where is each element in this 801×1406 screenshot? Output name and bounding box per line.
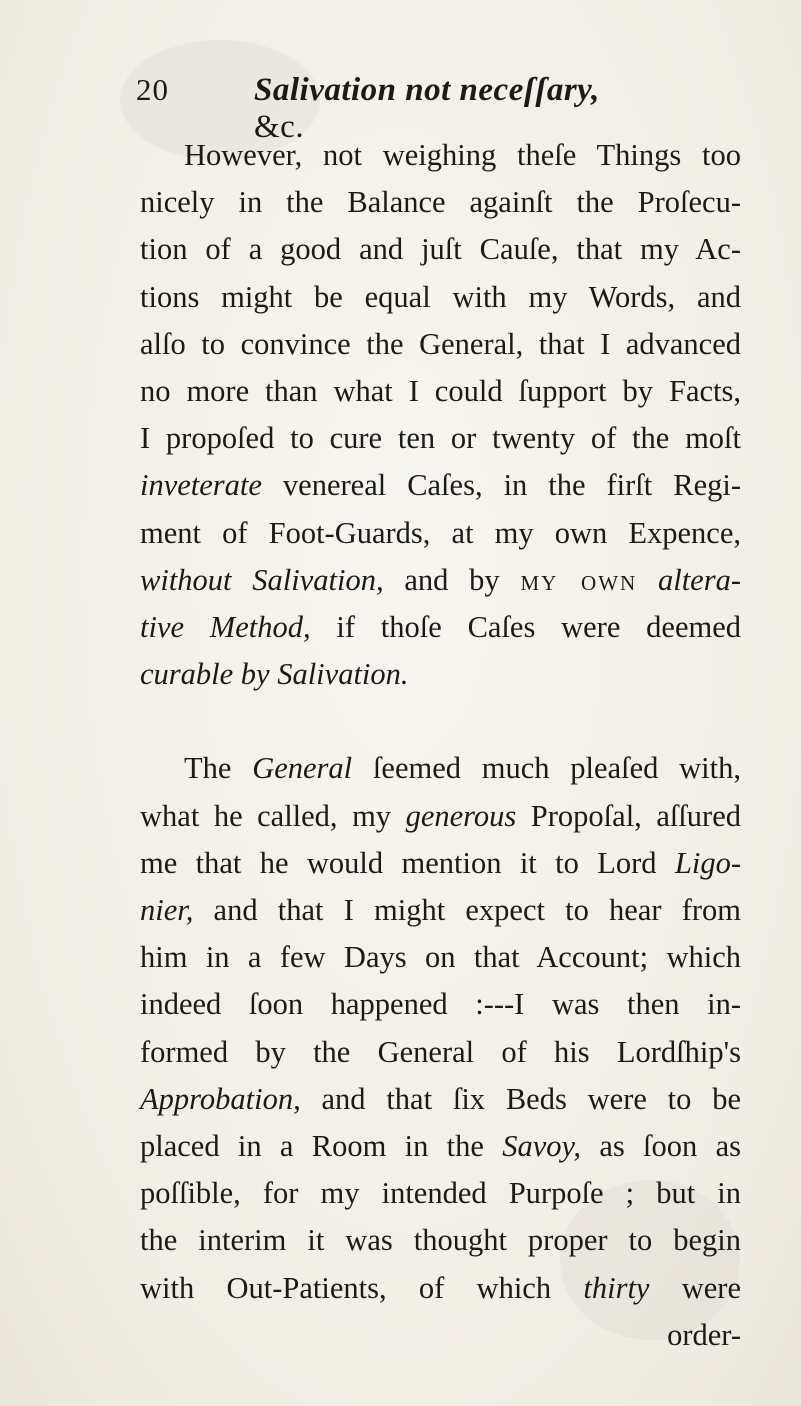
- text-line: alſo to convince the General, that I advanced: [140, 326, 741, 361]
- text-line: poſſible, for my intended Purpoſe ; but in: [140, 1176, 741, 1211]
- paragraph-2: [140, 745, 741, 1359]
- text-line: placed in a Room in the Savoy, as ſoon as: [140, 1129, 741, 1164]
- text-line: the interim it was thought proper to begin: [140, 1223, 741, 1258]
- text-line: inveterate venereal Caſes, in the firſt Regi-: [140, 468, 741, 503]
- text-line: me that he would mention it to Lord Ligo-: [140, 845, 741, 880]
- paragraph-1: [140, 132, 741, 698]
- text-line: him in a few Days on that Account; which: [140, 940, 741, 975]
- text-line: However, not weighing theſe Things too: [184, 138, 741, 172]
- text-line: without Salivation, and by my own altera-: [140, 562, 741, 597]
- text-line: indeed ſoon happened :---I was then in-: [140, 987, 741, 1022]
- catchword: order-: [667, 1317, 741, 1352]
- text-line: tions might be equal with my Words, and: [140, 279, 741, 314]
- text-line: formed by the General of his Lordſhip's: [140, 1034, 741, 1069]
- text-line: nier, and that I might expect to hear from: [140, 893, 741, 928]
- text-line: no more than what I could ſupport by Facts,: [140, 374, 741, 409]
- text-line: ment of Foot-Guards, at my own Expence,: [140, 515, 741, 550]
- text-line: Approbation, and that ſix Beds were to be: [140, 1081, 741, 1116]
- text-line: what he called, my generous Propoſal, aſſured: [140, 798, 741, 833]
- text-line: nicely in the Balance againſt the Proſecu-: [140, 185, 741, 220]
- text-line: curable by Salivation.: [140, 657, 409, 692]
- text-line: tion of a good and juſt Cauſe, that my Ac-: [140, 232, 741, 267]
- running-title-text: Salivation not neceſſary,: [254, 72, 600, 108]
- page-number: 20: [136, 72, 169, 107]
- running-title-etc: &c.: [254, 109, 305, 145]
- text-line: I propoſed to cure ten or twenty of the moſt: [140, 421, 741, 456]
- running-header: [136, 72, 656, 145]
- text-line: with Out-Patients, of which thirty were: [140, 1270, 741, 1305]
- text-line: The General ſeemed much pleaſed with,: [184, 751, 741, 786]
- text-line: tive Method, if thoſe Caſes were deemed: [140, 610, 741, 645]
- body-text: [140, 132, 741, 1359]
